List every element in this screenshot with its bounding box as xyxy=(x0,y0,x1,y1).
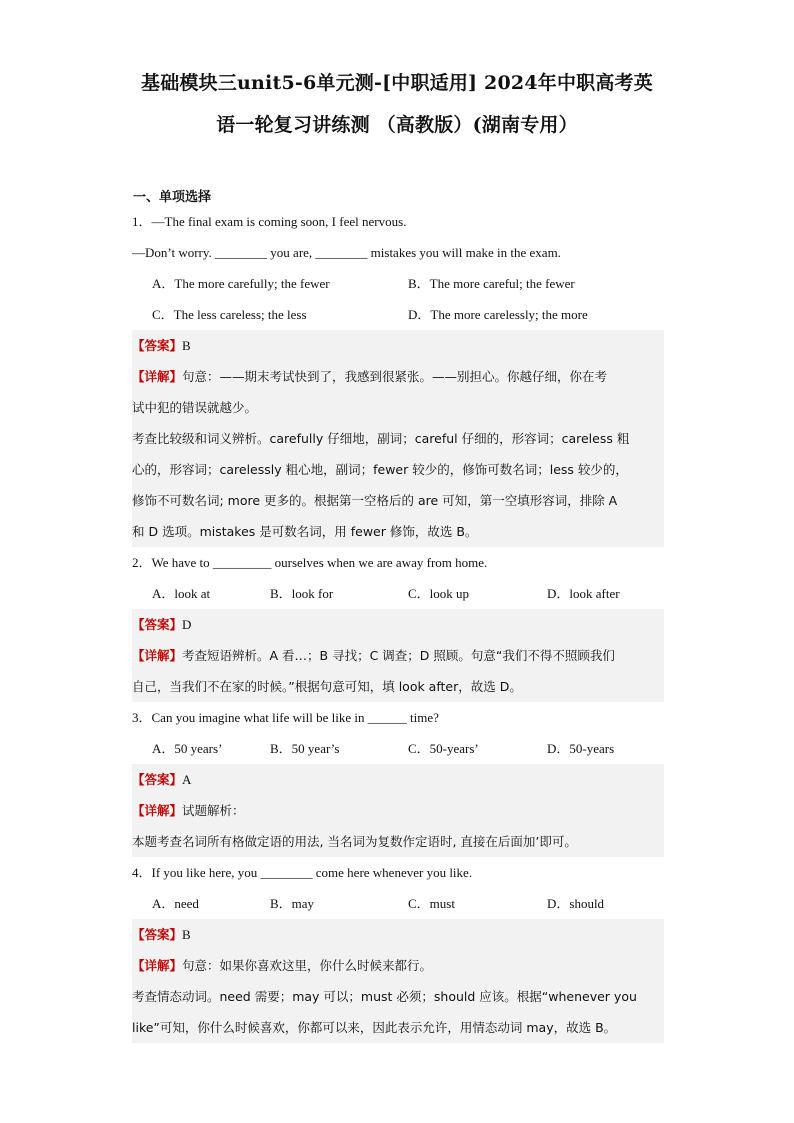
q1-option-c: C．The less careless; the less xyxy=(152,307,307,322)
q2-detail-line-2: 自己，当我们不在家的时候。”根据句意可知，填 look after，故选 D。 xyxy=(132,671,664,702)
q1-detail-line-2: 试中犯的错误就越少。 xyxy=(132,392,664,423)
q3-detail-text: 试题解析： xyxy=(182,803,245,818)
q1-detail-line-6: 和 D 选项。mistakes 是可数名词，用 fewer 修饰，故选 B。 xyxy=(132,516,664,547)
q2-stem: 2．We have to _________ ourselves when we are away from home. xyxy=(132,555,488,570)
q2-options-row xyxy=(132,578,664,609)
q3-detail-line-2: 本题考查名词所有格做定语的用法, 当名词为复数作定语时, 直接在后面加’即可。 xyxy=(132,826,664,857)
q4-detail-text: 句意：如果你喜欢这里，你什么时候来都行。 xyxy=(182,958,433,973)
q4-answer xyxy=(132,919,664,950)
answer-label: 【答案】 xyxy=(132,772,183,787)
q2-detail-line-1 xyxy=(132,640,664,671)
detail-label: 【详解】 xyxy=(132,369,183,384)
answer-label: 【答案】 xyxy=(132,617,183,632)
answer-label: 【答案】 xyxy=(132,338,183,353)
q3-stem: 3．Can you imagine what life will be like in ______ time? xyxy=(132,710,439,725)
section-heading: 一、单项选择 xyxy=(133,190,212,205)
detail-label: 【详解】 xyxy=(132,958,183,973)
q3-option-d: D．50-years xyxy=(547,741,615,756)
q1-detail-line-3: 考查比较级和词义辨析。carefully 仔细地，副词；careful 仔细的，形容词；careless 粗 xyxy=(132,423,664,454)
q1-option-d: D．The more carelessly; the more xyxy=(408,307,588,322)
q3-option-a: A．50 years’ xyxy=(152,741,223,756)
q1-detail-line-4: 心的，形容词；carelessly 粗心地，副词；fewer 较少的，修饰可数名词；less 较少的， xyxy=(132,454,664,485)
q1-option-b: B．The more careful; the fewer xyxy=(408,276,575,291)
document-title-line-2: 语一轮复习讲练测 （高教版）(湖南专用） xyxy=(216,114,578,136)
q2-option-c: C．look up xyxy=(408,586,470,601)
q3-option-b: B．50 year’s xyxy=(270,741,340,756)
q2-option-b: B．look for xyxy=(270,586,334,601)
q1-options-row-1 xyxy=(132,268,664,299)
question-list xyxy=(132,206,664,1043)
answer-label: 【答案】 xyxy=(132,927,183,942)
q3-options-row xyxy=(132,733,664,764)
q2-answer-value: D xyxy=(182,617,192,632)
q1-stem-2: —Don’t worry. ________ you are, ________ mistakes you will make in the exam. xyxy=(132,245,561,260)
q1-detail-line-5: 修饰不可数名词; more 更多的。根据第一空格后的 are 可知，第一空填形容词，排除 A xyxy=(132,485,664,516)
q4-detail-line-3: like”可知，你什么时候喜欢，你都可以来，因此表示允许，用情态动词 may，故选 B。 xyxy=(132,1012,664,1043)
detail-label: 【详解】 xyxy=(132,803,183,818)
q1-option-a: A．The more carefully; the fewer xyxy=(152,276,330,291)
q1-answer xyxy=(132,330,664,361)
q2-option-a: A．look at xyxy=(152,586,211,601)
q4-option-d: D．should xyxy=(547,896,605,911)
q1-stem: 1．—The final exam is coming soon, I feel nervous. xyxy=(132,214,407,229)
q1-options-row-2 xyxy=(132,299,664,330)
q4-detail-line-2: 考查情态动词。need 需要；may 可以；must 必须；should 应该。根据“whenever you xyxy=(132,981,664,1012)
q4-option-c: C．must xyxy=(408,896,455,911)
q2-detail-text: 考查短语辨析。A 看…；B 寻找；C 调查；D 照顾。句意“我们不得不照顾我们 xyxy=(182,648,615,663)
q3-answer xyxy=(132,764,664,795)
q1-detail-text: 句意：——期末考试快到了，我感到很紧张。——别担心。你越仔细，你在考 xyxy=(182,369,608,384)
q4-detail-line-1 xyxy=(132,950,664,981)
detail-label: 【详解】 xyxy=(132,648,183,663)
q1-answer-value: B xyxy=(182,338,191,353)
document-title-line-1: 基础模块三unit5-6单元测-[中职适用] 2024年中职高考英 xyxy=(141,72,653,94)
q1-detail-line-1 xyxy=(132,361,664,392)
q3-answer-value: A xyxy=(182,772,192,787)
q4-options-row xyxy=(132,888,664,919)
q2-option-d: D．look after xyxy=(547,586,620,601)
q4-stem: 4．If you like here, you ________ come here whenever you like. xyxy=(132,865,473,880)
q3-detail-line-1 xyxy=(132,795,664,826)
q2-answer xyxy=(132,609,664,640)
q4-option-a: A．need xyxy=(152,896,199,911)
q4-option-b: B．may xyxy=(270,896,315,911)
q4-answer-value: B xyxy=(182,927,191,942)
q3-option-c: C．50-years’ xyxy=(408,741,479,756)
